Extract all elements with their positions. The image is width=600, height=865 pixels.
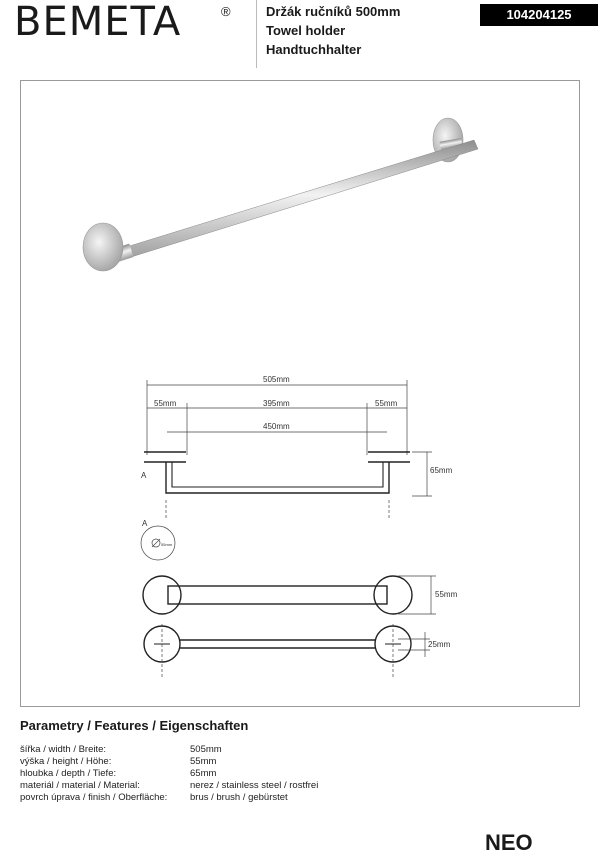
params-row — [20, 780, 318, 792]
detail-text: 55mm — [161, 542, 173, 547]
dim-total: 505mm — [263, 375, 290, 384]
product-titles — [266, 2, 400, 59]
params-table — [20, 744, 318, 804]
section-label-a: A — [141, 471, 147, 480]
param-value: 55mm — [190, 756, 217, 767]
params-row — [20, 744, 318, 756]
detail-label-a: A — [142, 519, 148, 528]
dim-rod: 25mm — [428, 640, 451, 649]
dim-inner: 450mm — [263, 422, 290, 431]
dim-center: 395mm — [263, 399, 290, 408]
product-code: 104204125 — [480, 4, 598, 26]
param-key: hloubka / depth / Tiefe: — [20, 768, 117, 779]
title-de: Handtuchhalter — [266, 42, 362, 57]
params-row — [20, 756, 318, 768]
title-cz: Držák ručníků 500mm — [266, 4, 401, 19]
header — [0, 0, 600, 70]
left-rosette — [83, 223, 123, 271]
param-value: 505mm — [190, 744, 222, 755]
series-name: NEO — [485, 830, 533, 855]
registered-mark: ® — [221, 4, 231, 19]
param-value: brus / brush / gebürstet — [190, 792, 288, 803]
param-key: výška / height / Höhe: — [20, 756, 112, 767]
param-value: nerez / stainless steel / rostfrei — [190, 780, 319, 791]
params-heading: Parametry / Features / Eigenschaften — [20, 718, 249, 733]
product-photo — [70, 110, 510, 300]
header-divider — [256, 0, 257, 68]
dim-right: 55mm — [375, 399, 398, 408]
dim-left: 55mm — [154, 399, 177, 408]
param-key: šířka / width / Breite: — [20, 744, 107, 755]
towel-rod — [110, 140, 478, 262]
title-en: Towel holder — [266, 23, 346, 38]
param-value: 65mm — [190, 768, 217, 779]
params-row — [20, 792, 318, 804]
params-row — [20, 768, 318, 780]
technical-drawing — [130, 360, 470, 700]
dim-height: 55mm — [435, 590, 458, 599]
param-key: materiál / material / Material: — [20, 780, 140, 791]
param-key: povrch úprava / finish / Oberfläche: — [20, 792, 168, 803]
dim-depth: 65mm — [430, 466, 453, 475]
brand-logo: BEMETA — [14, 0, 182, 45]
